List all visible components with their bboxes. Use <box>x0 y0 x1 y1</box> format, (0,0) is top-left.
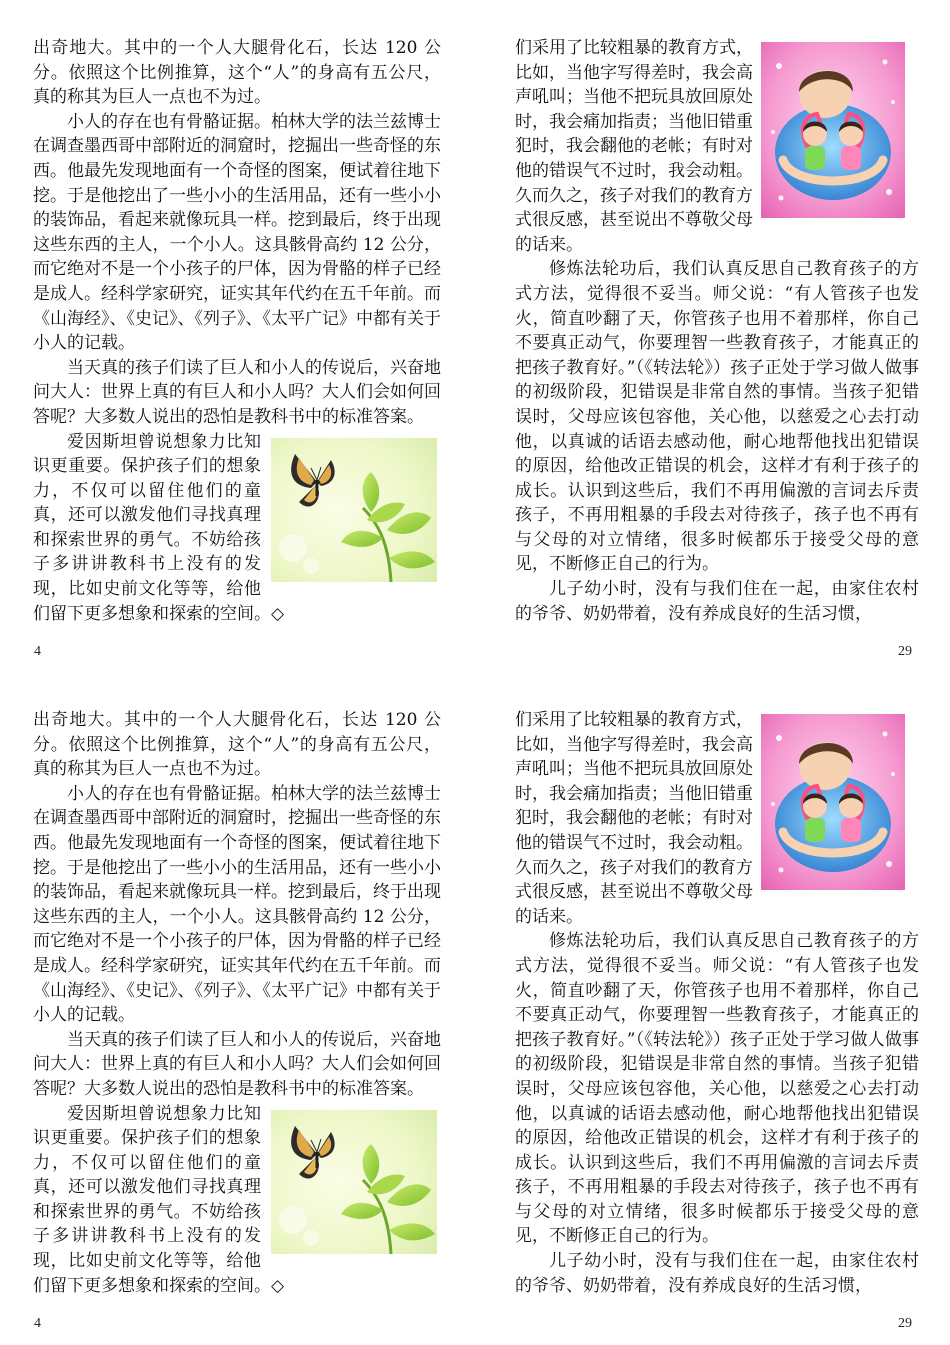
paragraph: 小人的存在也有骨骼证据。柏林大学的法兰兹博士在调查墨西哥中部附近的洞窟时，挖掘出一些奇怪的东西。他最先发现地面有一个奇怪的图案，便试着往地下挖。于是他挖出了一些小小的生活用品，还有一些小小的装饰品，看起来就像玩具一样。挖到最后，终于出现这些东西的主人，一个小人。这具骸骨高约 12 公分，而它绝对不是一个小孩子的尸体，因为骨骼的样子已经是成人。经科学家研究，证实其年代约在五千年前。而《山海经》、《史记》、《列子》、《太平广记》中都有关于小人的记载。 <box>33 783 441 1026</box>
butterfly-illustration <box>271 438 437 582</box>
paragraph: 们采用了比较粗暴的教育方式，比如，当他字写得差时，我会高声吼叫；当他不把玩具放回原处时，我会痛加指责；当他旧错重犯时，我会翻他的老帐；有时对他的错误气不过时，我会动粗。久而久之，孩子对我们的教育方式很反感，甚至说出不尊敬父母的话来。 <box>515 38 753 255</box>
paragraph: 出奇地大。其中的一个人大腿骨化石，长达 120 公分。依照这个比例推算，这个“人”的身高有五公尺，真的称其为巨人一点也不为过。 <box>33 710 441 780</box>
paragraph: 当天真的孩子们读了巨人和小人的传说后，兴奋地问大人：世界上真的有巨人和小人吗？大人们会如何回答呢？大多数人说出的恐怕是教科书中的标准答案。 <box>33 357 441 427</box>
butterfly-illustration <box>271 1110 437 1254</box>
spread-bottom <box>0 672 950 1344</box>
paragraph: 当天真的孩子们读了巨人和小人的传说后，兴奋地问大人：世界上真的有巨人和小人吗？大人们会如何回答呢？大多数人说出的恐怕是教科书中的标准答案。 <box>33 1029 441 1099</box>
page-left-column <box>33 36 441 626</box>
page-number: 4 <box>34 1316 41 1331</box>
paragraph: 爱因斯坦曾说想象力比知识更重要。保护孩子们的想象力，不仅可以留住他们的童真，还可以激发他们寻找真理和探索世界的勇气。不妨给孩子多讲讲教科书上没有的发现，比如史前文化等等，给他们留下更多想象和探索的空间。◇ <box>33 431 285 624</box>
paragraph: 儿子幼小时，没有与我们住在一起，由家住农村的爷爷、奶奶带着，没有养成良好的生活习惯， <box>515 579 919 624</box>
paragraph: 出奇地大。其中的一个人大腿骨化石，长达 120 公分。依照这个比例推算，这个“人”的身高有五公尺，真的称其为巨人一点也不为过。 <box>33 38 441 108</box>
page-number: 4 <box>34 644 41 659</box>
family-illustration <box>761 714 905 890</box>
paragraph: 小人的存在也有骨骼证据。柏林大学的法兰兹博士在调查墨西哥中部附近的洞窟时，挖掘出一些奇怪的东西。他最先发现地面有一个奇怪的图案，便试着往地下挖。于是他挖出了一些小小的生活用品，还有一些小小的装饰品，看起来就像玩具一样。挖到最后，终于出现这些东西的主人，一个小人。这具骸骨高约 12 公分，而它绝对不是一个小孩子的尸体，因为骨骼的样子已经是成人。经科学家研究，证实其年代约在五千年前。而《山海经》、《史记》、《列子》、《太平广记》中都有关于小人的记载。 <box>33 111 441 354</box>
family-illustration <box>761 42 905 218</box>
spread-top <box>0 0 950 672</box>
paragraph: 修炼法轮功后，我们认真反思自己教育孩子的方式方法，觉得很不妥当。师父说：“有人管孩子也发火，简直吵翻了天，你管孩子也用不着那样，你自己不要真正动气，你要理智一些教育孩子，才能真正的把孩子教育好。”（《转法轮》）孩子正处于学习做人做事的初级阶段，犯错误是非常自然的事情。当孩子犯错误时，父母应该包容他，关心他，以慈爱之心去打动他，以真诚的话语去感动他，耐心地帮他找出犯错误的原因，给他改正错误的机会，这样才有利于孩子的成长。认识到这些后，我们不再用偏激的言词去斥责孩子，不再用粗暴的手段去对待孩子，孩子也不再有与父母的对立情绪，很多时候都乐于接受父母的意见，不断修正自己的行为。 <box>515 259 919 575</box>
paragraph: 们采用了比较粗暴的教育方式，比如，当他字写得差时，我会高声吼叫；当他不把玩具放回原处时，我会痛加指责；当他旧错重犯时，我会翻他的老帐；有时对他的错误气不过时，我会动粗。久而久之，孩子对我们的教育方式很反感，甚至说出不尊敬父母的话来。 <box>515 710 753 927</box>
paragraph: 修炼法轮功后，我们认真反思自己教育孩子的方式方法，觉得很不妥当。师父说：“有人管孩子也发火，简直吵翻了天，你管孩子也用不着那样，你自己不要真正动气，你要理智一些教育孩子，才能真正的把孩子教育好。”（《转法轮》）孩子正处于学习做人做事的初级阶段，犯错误是非常自然的事情。当孩子犯错误时，父母应该包容他，关心他，以慈爱之心去打动他，以真诚的话语去感动他，耐心地帮他找出犯错误的原因，给他改正错误的机会，这样才有利于孩子的成长。认识到这些后，我们不再用偏激的言词去斥责孩子，不再用粗暴的手段去对待孩子，孩子也不再有与父母的对立情绪，很多时候都乐于接受父母的意见，不断修正自己的行为。 <box>515 931 919 1247</box>
paragraph: 儿子幼小时，没有与我们住在一起，由家住农村的爷爷、奶奶带着，没有养成良好的生活习惯， <box>515 1251 919 1296</box>
paragraph: 爱因斯坦曾说想象力比知识更重要。保护孩子们的想象力，不仅可以留住他们的童真，还可以激发他们寻找真理和探索世界的勇气。不妨给孩子多讲讲教科书上没有的发现，比如史前文化等等，给他们留下更多想象和探索的空间。◇ <box>33 1103 285 1296</box>
page-number: 29 <box>898 644 912 659</box>
page-left-column <box>33 708 441 1298</box>
page-right-column <box>515 36 919 626</box>
page-number: 29 <box>898 1316 912 1331</box>
page-right-column <box>515 708 919 1298</box>
